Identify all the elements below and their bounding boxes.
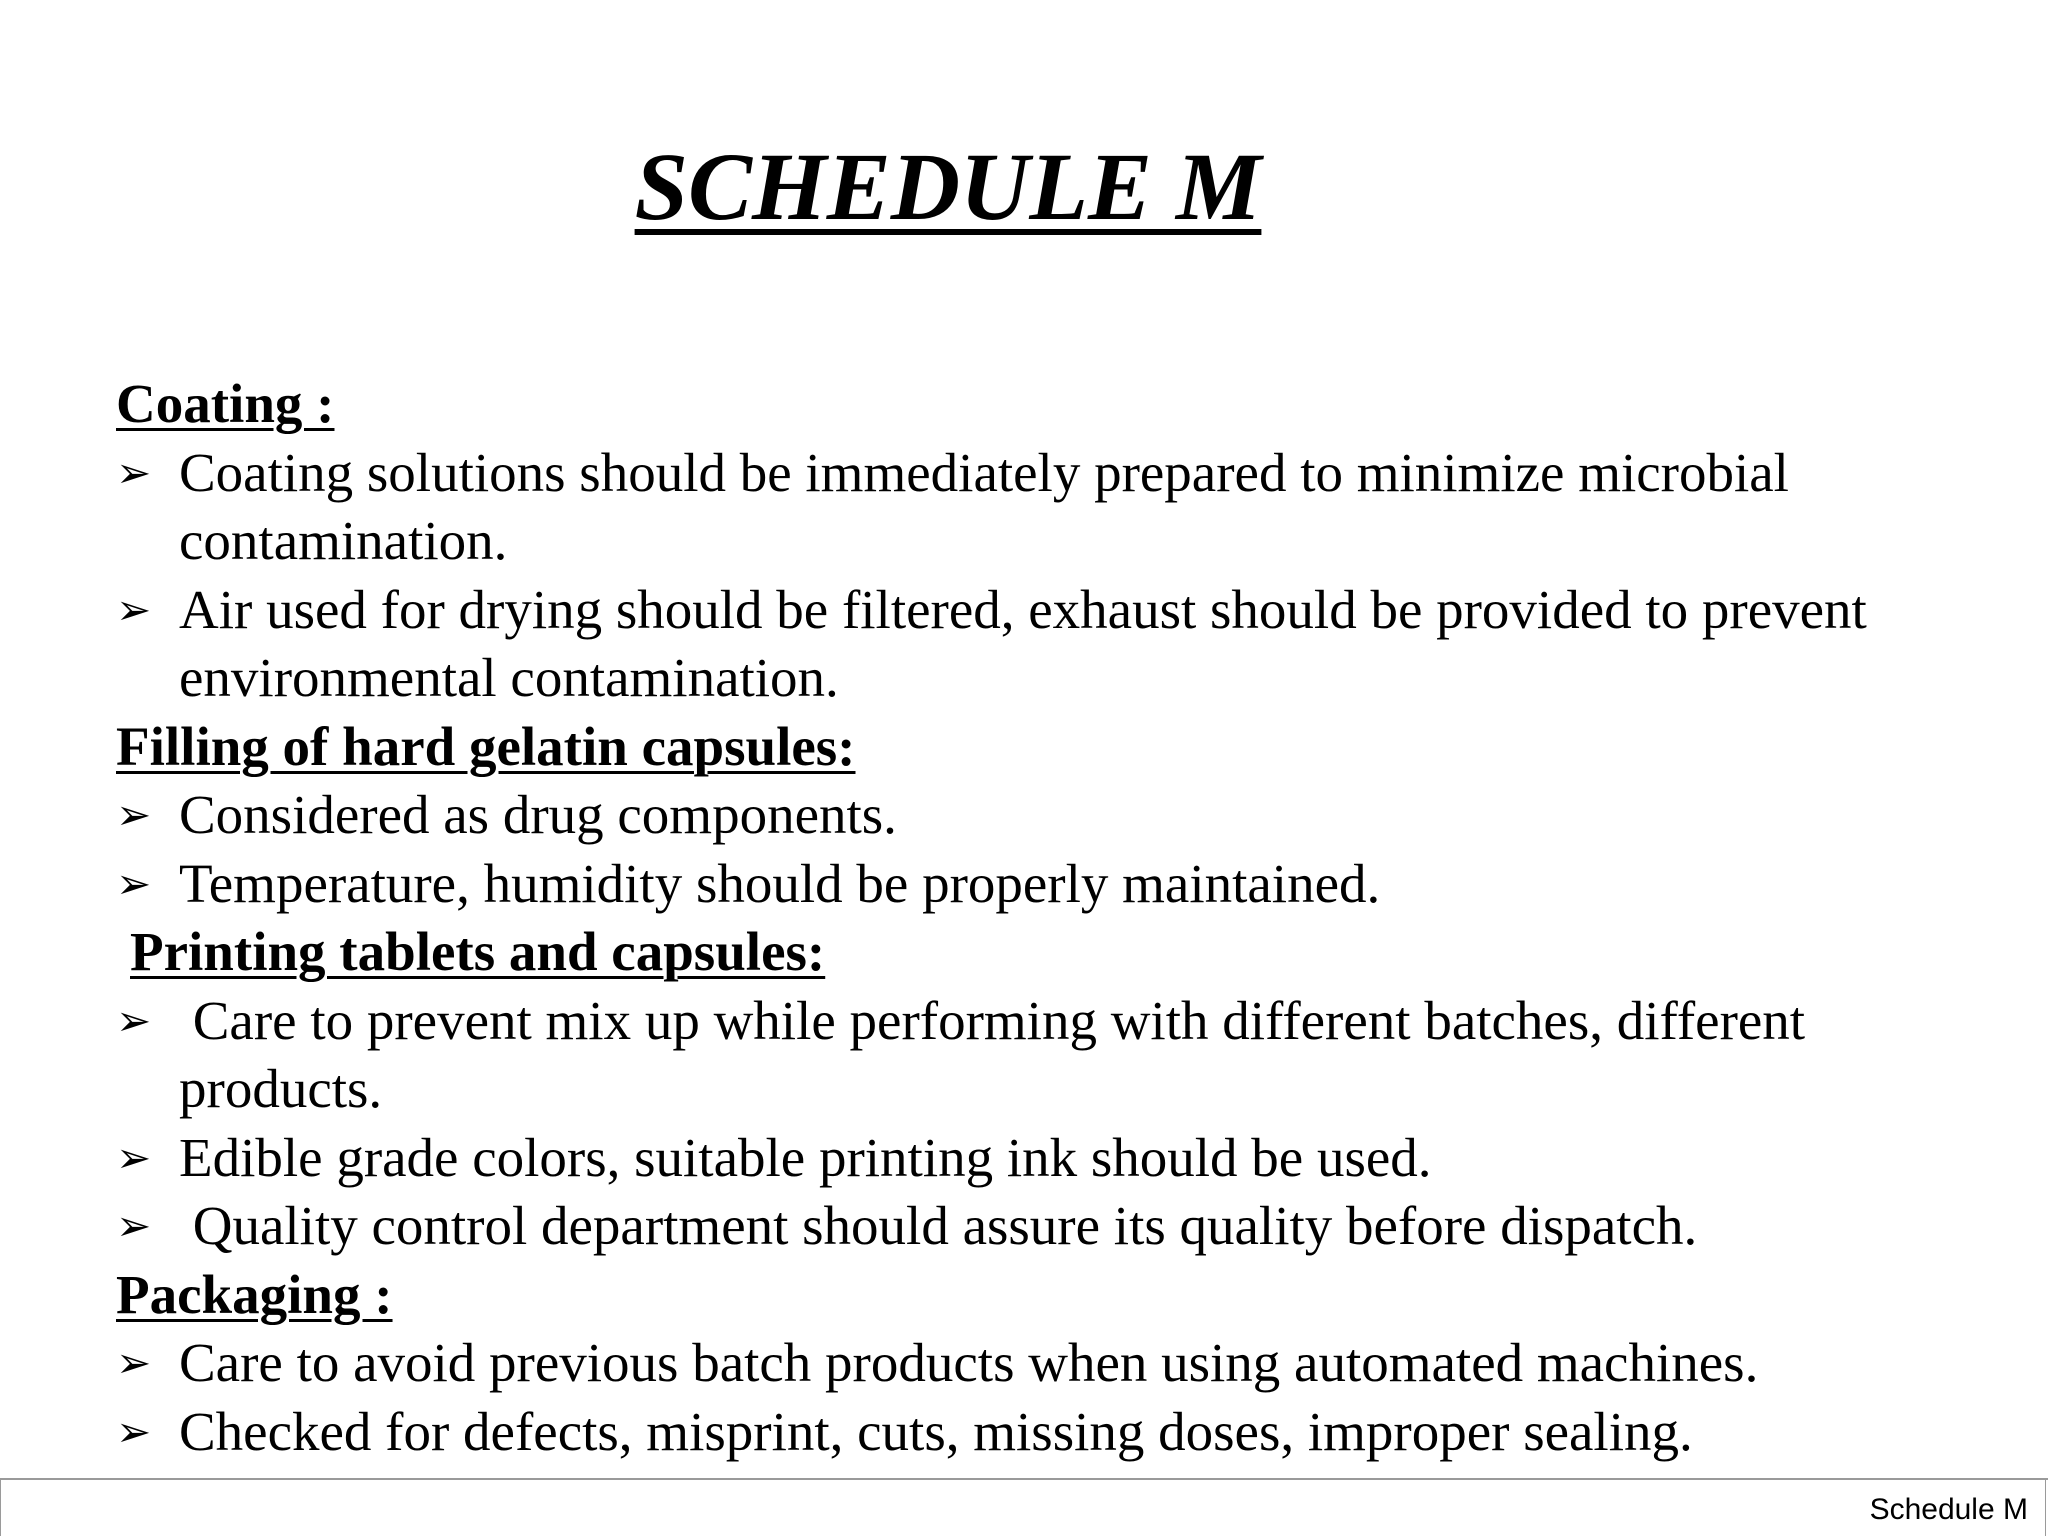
bullet-text: Care to prevent mix up while performing with different batches, different products. [179,989,1819,1119]
section-heading: Filling of hard gelatin capsules: [116,715,856,777]
bullet-arrow-icon: ➢ [116,790,152,839]
section-coating [116,370,1946,713]
footer-divider [0,1478,2048,1480]
bullet-arrow-icon: ➢ [116,1406,152,1456]
bullet-item [116,439,1946,576]
bullet-item [116,1192,1946,1261]
section-heading: Packaging : [116,1263,393,1325]
bullet-text: Quality control department should assure its quality before dispatch. [179,1195,1698,1256]
bullet-item [116,1329,1946,1398]
section-packaging [116,1261,1946,1467]
bullet-arrow-icon: ➢ [116,584,152,634]
slide-title: SCHEDULE M [634,133,1262,240]
bullet-item [116,781,1946,850]
bullet-arrow-icon: ➢ [116,1201,152,1250]
section-filling-capsules [116,713,1946,919]
bullet-item [116,576,1946,713]
bullet-item [116,850,1946,919]
footer-frame [0,1478,2046,1536]
slide-content [116,370,1946,1466]
bullet-text: Temperature, humidity should be properly maintained. [179,852,1381,914]
bullet-item [116,987,1946,1124]
bullet-arrow-icon: ➢ [116,858,152,908]
bullet-item [116,1124,1946,1193]
bullet-item [116,1398,1946,1467]
bullet-arrow-icon: ➢ [116,995,152,1045]
bullet-arrow-icon: ➢ [116,1132,152,1182]
bullet-text: Air used for drying should be filtered, exhaust should be provided to prevent environmental contamination. [179,578,1867,708]
footer-label: Schedule M [1869,1493,2028,1526]
bullet-text: Coating solutions should be immediately prepared to minimize microbial contamination. [179,441,1789,571]
bullet-text: Edible grade colors, suitable printing ink should be used. [179,1126,1432,1188]
bullet-arrow-icon: ➢ [116,447,152,497]
bullet-text: Checked for defects, misprint, cuts, missing doses, improper sealing. [179,1400,1693,1462]
bullet-text: Care to avoid previous batch products when using automated machines. [179,1332,1759,1393]
bullet-arrow-icon: ➢ [116,1338,152,1387]
section-printing [116,918,1946,1261]
section-heading: Printing tablets and capsules: [130,921,826,982]
section-heading: Coating : [116,373,335,434]
bullet-text: Considered as drug components. [179,784,897,845]
